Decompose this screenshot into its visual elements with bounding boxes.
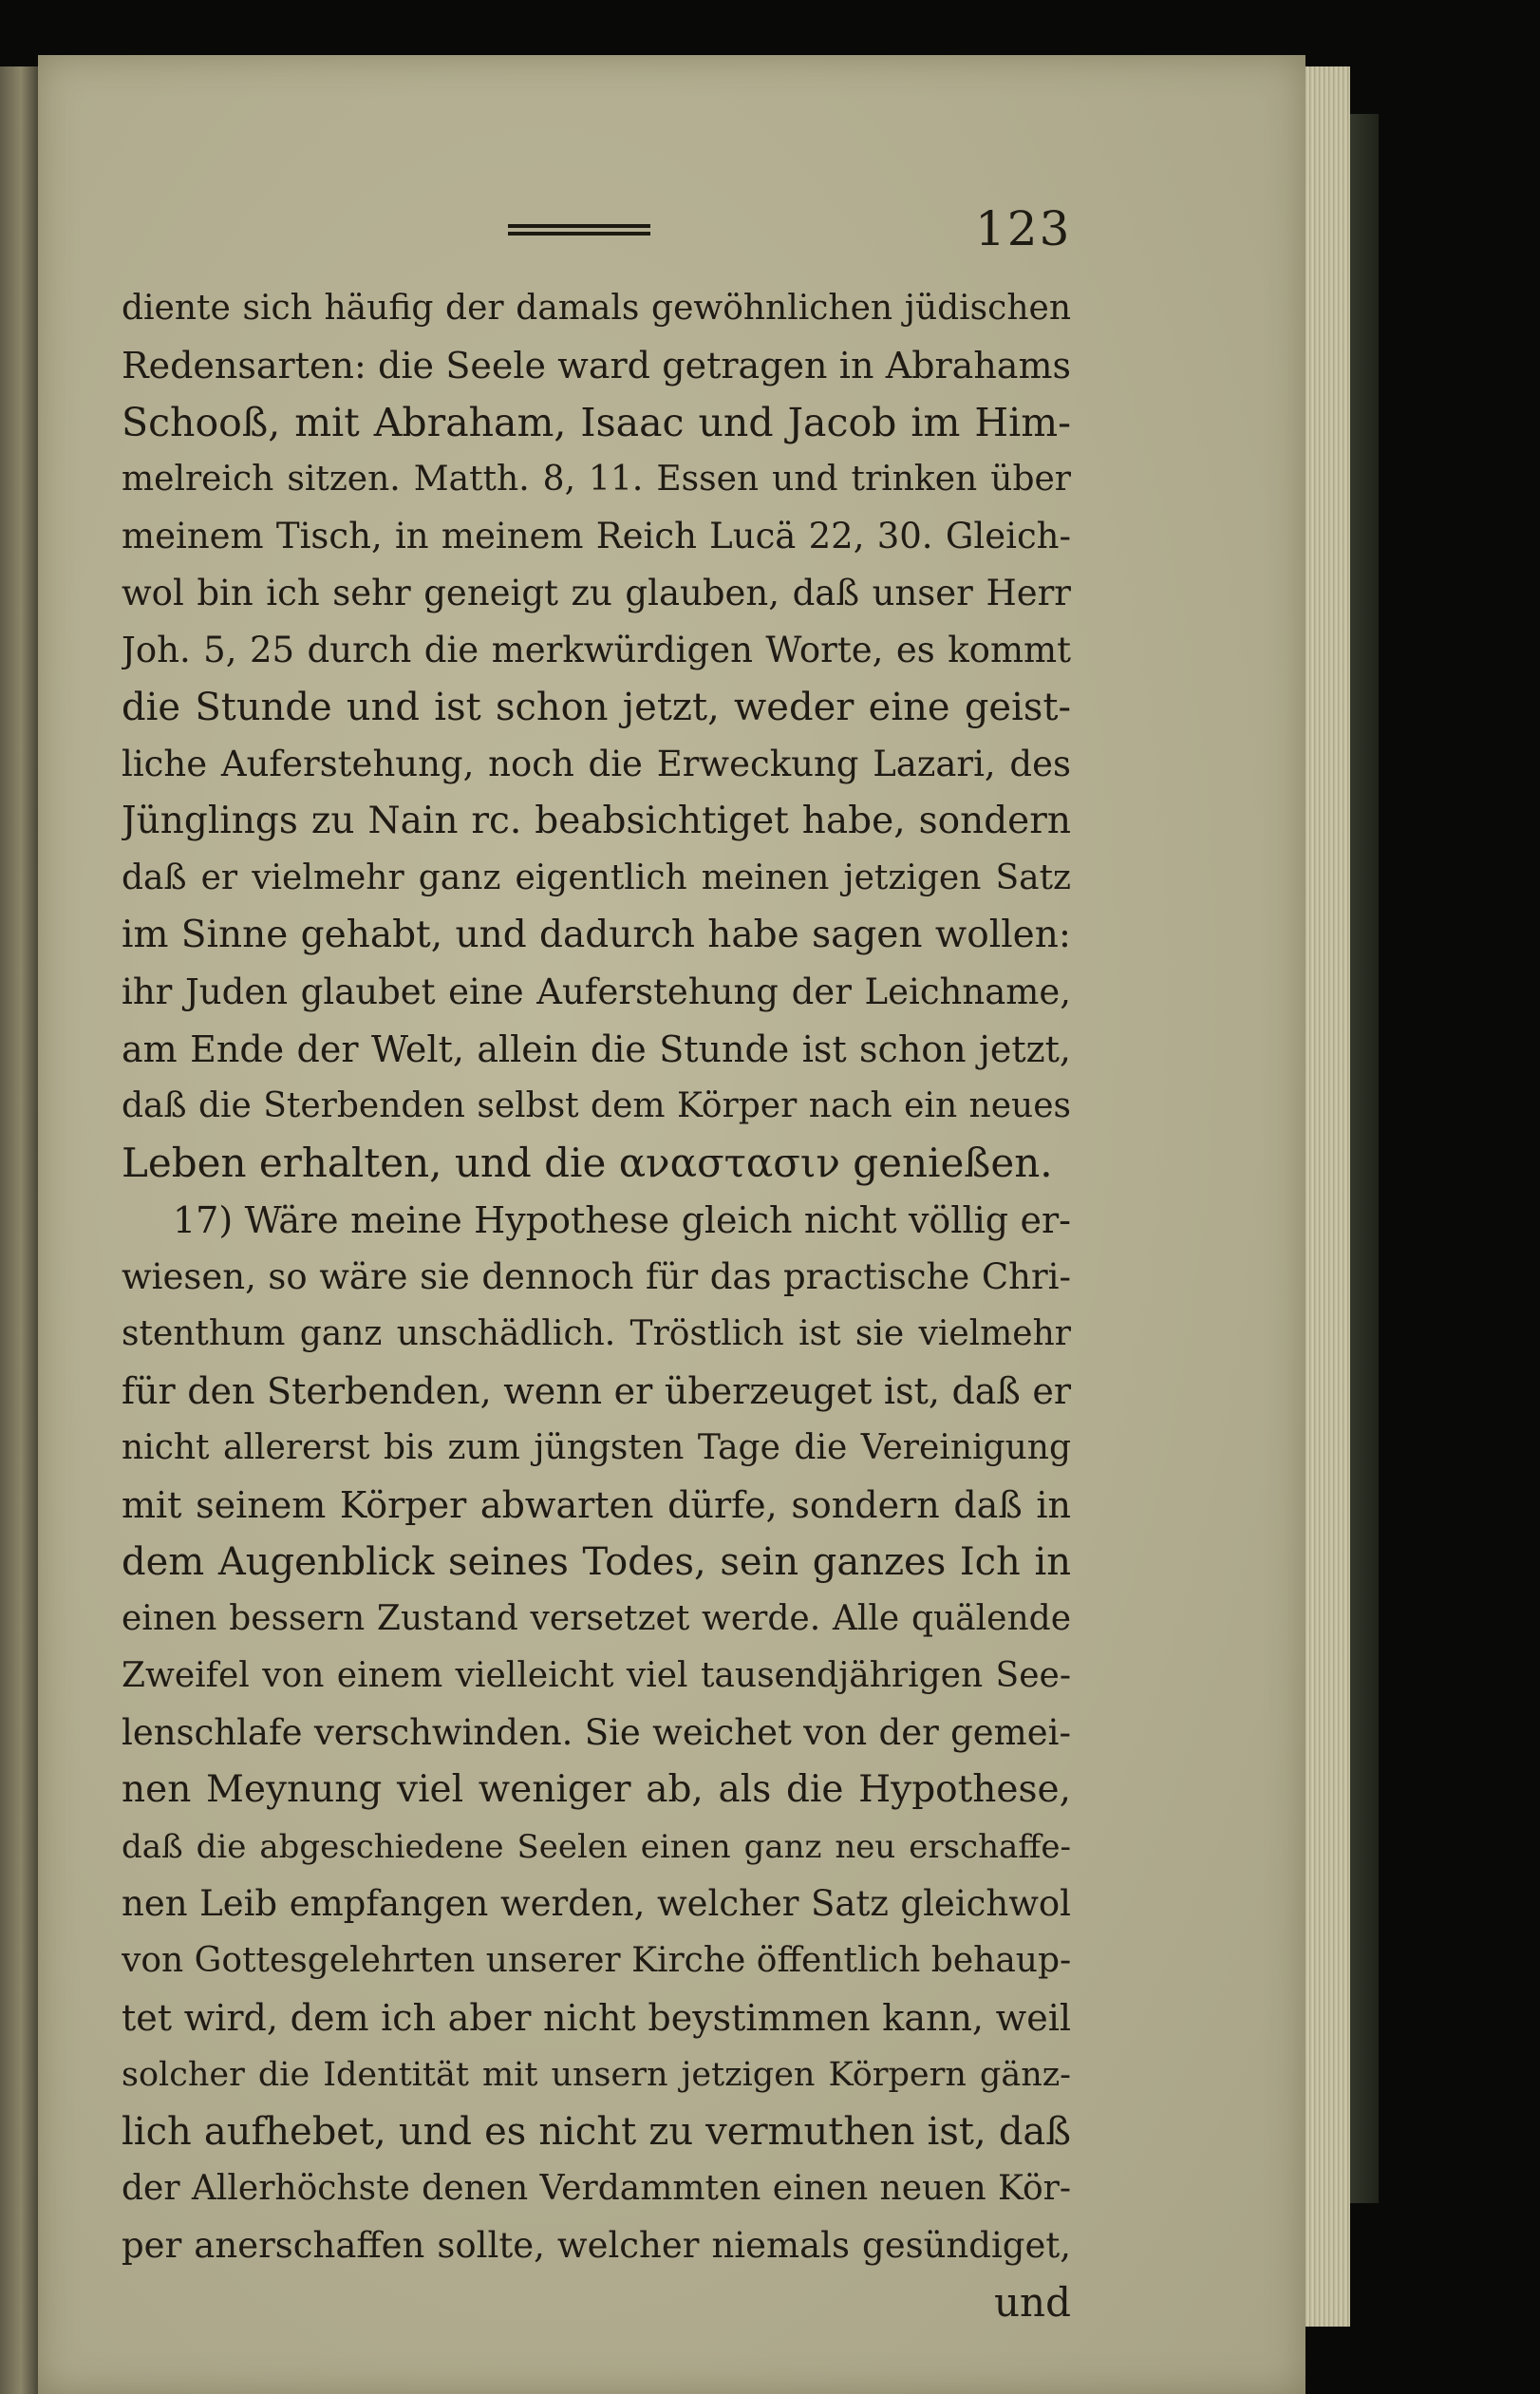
text-line: für den Sterbenden, wenn er überzeuget ist, daß er: [122, 1370, 1071, 1412]
text-line: tet wird, dem ich aber nicht beystimmen kann, weil: [122, 1997, 1071, 2039]
text-line: wiesen, so wäre sie dennoch für das practische Chri-: [122, 1256, 1071, 1297]
text-line: mit seinem Körper abwarten dürfe, sondern daß in: [122, 1484, 1071, 1526]
text-line: daß die Sterbenden selbst dem Körper nach ein neues: [122, 1086, 1071, 1125]
facing-page-edge: [0, 66, 38, 2394]
text-line: stenthum ganz unschädlich. Tröstlich ist sie vielmehr: [122, 1314, 1071, 1353]
text-line: nen Leib empfangen werden, welcher Satz gleichwol: [122, 1883, 1071, 1924]
text-line: der Allerhöchste denen Verdammten einen neuen Kör-: [122, 2169, 1071, 2208]
text-line: von Gottesgelehrten unserer Kirche öffentlich behaup-: [122, 1941, 1071, 1980]
header-rule: [508, 224, 650, 239]
text-line: Redensarten: die Seele ward getragen in Abrahams: [122, 345, 1071, 386]
text-line: daß er vielmehr ganz eigentlich meinen jetzigen Satz: [122, 858, 1071, 897]
text-line: dem Augenblick seines Todes, sein ganzes Ich in: [122, 1540, 1071, 1584]
text-line: Jünglings zu Nain rc. beabsichtiget habe, sondern: [122, 800, 1071, 842]
text-line: am Ende der Welt, allein die Stunde ist schon jetzt,: [122, 1028, 1071, 1070]
text-line: wol bin ich sehr geneigt zu glauben, daß unser Herr: [122, 573, 1071, 613]
text-line: einen bessern Zustand versetzet werde. Alle quälende: [122, 1599, 1071, 1638]
text-line: lenschlafe verschwinden. Sie weichet von der gemei-: [122, 1712, 1071, 1753]
text-line: Zweifel von einem vielleicht viel tausendjährigen See-: [122, 1656, 1071, 1695]
text-line: die Stunde und ist schon jetzt, weder eine geist-: [122, 686, 1071, 729]
text-line: Leben erhalten, und die αναστασιν genießen.: [122, 1140, 1053, 1186]
text-line: nicht allererst bis zum jüngsten Tage die Vereinigung: [122, 1428, 1071, 1467]
catchword: und: [994, 2279, 1071, 2326]
text-line: lich aufhebet, und es nicht zu vermuthen ist, daß: [122, 2110, 1071, 2154]
text-line: Schooß, mit Abraham, Isaac und Jacob im Him-: [122, 400, 1071, 445]
text-line: solcher die Identität mit unsern jetzigen Körpern gänz-: [122, 2056, 1071, 2094]
page-number: 123: [975, 201, 1072, 256]
text-line: meinem Tisch, in meinem Reich Lucä 22, 30. Gleich-: [122, 516, 1071, 556]
text-line: ihr Juden glaubet eine Auferstehung der Leichname,: [122, 971, 1071, 1012]
text-line: Joh. 5, 25 durch die merkwürdigen Worte, es kommt: [122, 630, 1071, 670]
text-line: daß die abgeschiedene Seelen einen ganz neu erschaffe-: [122, 1828, 1071, 1866]
page-edges: [1301, 66, 1350, 2327]
text-line: 17) Wäre meine Hypothese gleich nicht völlig er-: [173, 1199, 1071, 1241]
text-line: im Sinne gehabt, und dadurch habe sagen wollen:: [122, 914, 1071, 956]
text-line: diente sich häufig der damals gewöhnlichen jüdischen: [122, 289, 1071, 328]
text-line: nen Meynung viel weniger ab, als die Hypothese,: [122, 1768, 1071, 1811]
text-line: liche Auferstehung, noch die Erweckung Lazari, des: [122, 744, 1071, 784]
binding-edge: [1350, 114, 1379, 2203]
text-line: per anerschaffen sollte, welcher niemals gesündiget,: [122, 2225, 1071, 2266]
text-line: melreich sitzen. Matth. 8, 11. Essen und trinken über: [122, 460, 1071, 499]
